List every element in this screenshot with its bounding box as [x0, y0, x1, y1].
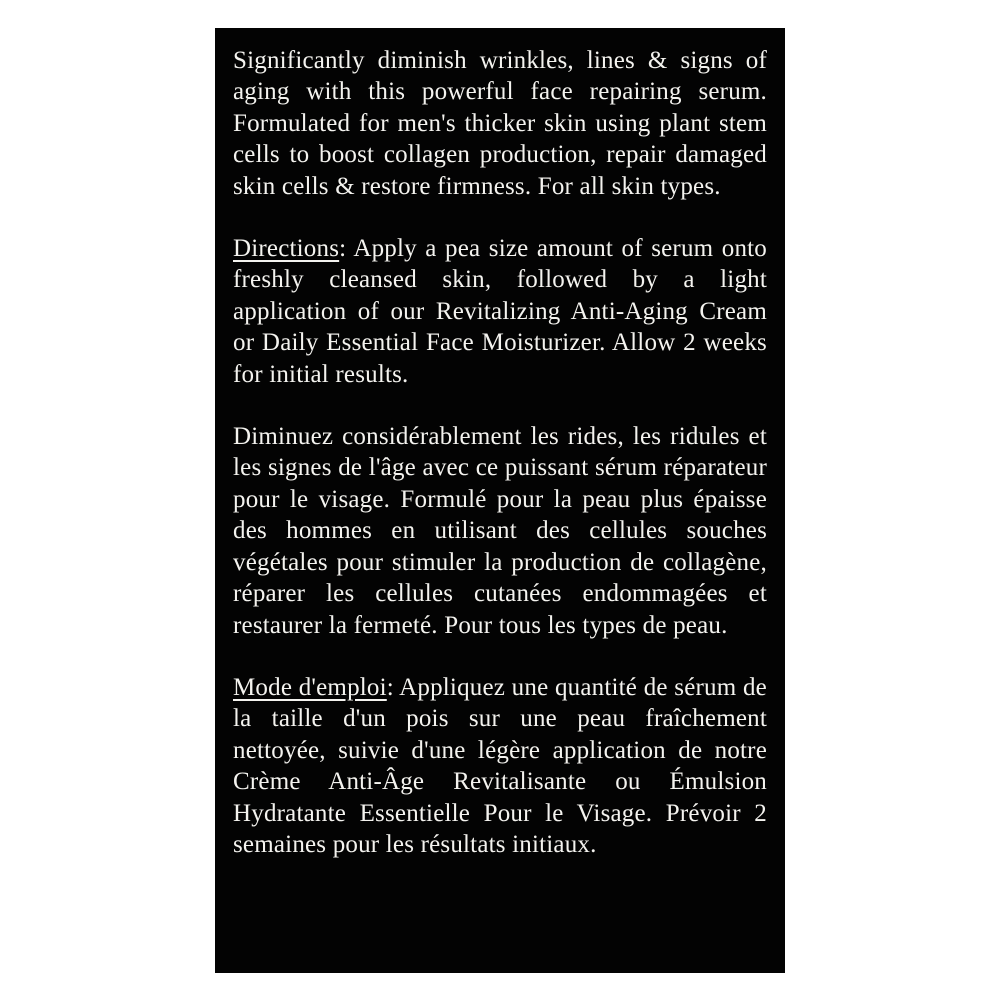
directions-heading: Directions	[233, 235, 340, 263]
product-label-panel	[215, 28, 785, 973]
french-description-paragraph: Diminuez considérablement les rides, les ridules et les signes de l'âge avec ce puissant sérum réparateur pour le visage. Formulé pour la peau plus épaisse des hommes en utilisant des cellules souches végétales pour stimuler la production de collagène, réparer les cellules cutanées endommagées et restaurer la fermeté. Pour tous les types de peau.	[233, 423, 767, 639]
mode-demploi-body: : Appliquez une quantité de sérum de la taille d'un pois sur une peau fraîchement nettoyée, suivie d'une légère application de notre Crème Anti-Âge Revitalisante ou Émulsion Hydratante Essentielle Pour le Visage. Prévoir 2 semaines pour les résultats initiaux.	[233, 673, 767, 858]
directions-body: : Apply a pea size amount of serum onto freshly cleansed skin, followed by a light application of our Revitalizing Anti-Aging Cream or Daily Essential Face Moisturizer. Allow 2 weeks for initial results.	[233, 235, 767, 388]
directions-paragraph	[233, 233, 767, 390]
english-description-paragraph: Significantly diminish wrinkles, lines & signs of aging with this powerful face repairing serum. Formulated for men's thicker skin using plant stem cells to boost collagen production, repair damaged skin cells & restore firmness. For all skin types.	[233, 47, 767, 200]
mode-demploi-heading: Mode d'emploi	[233, 673, 387, 701]
mode-demploi-paragraph	[233, 672, 767, 860]
